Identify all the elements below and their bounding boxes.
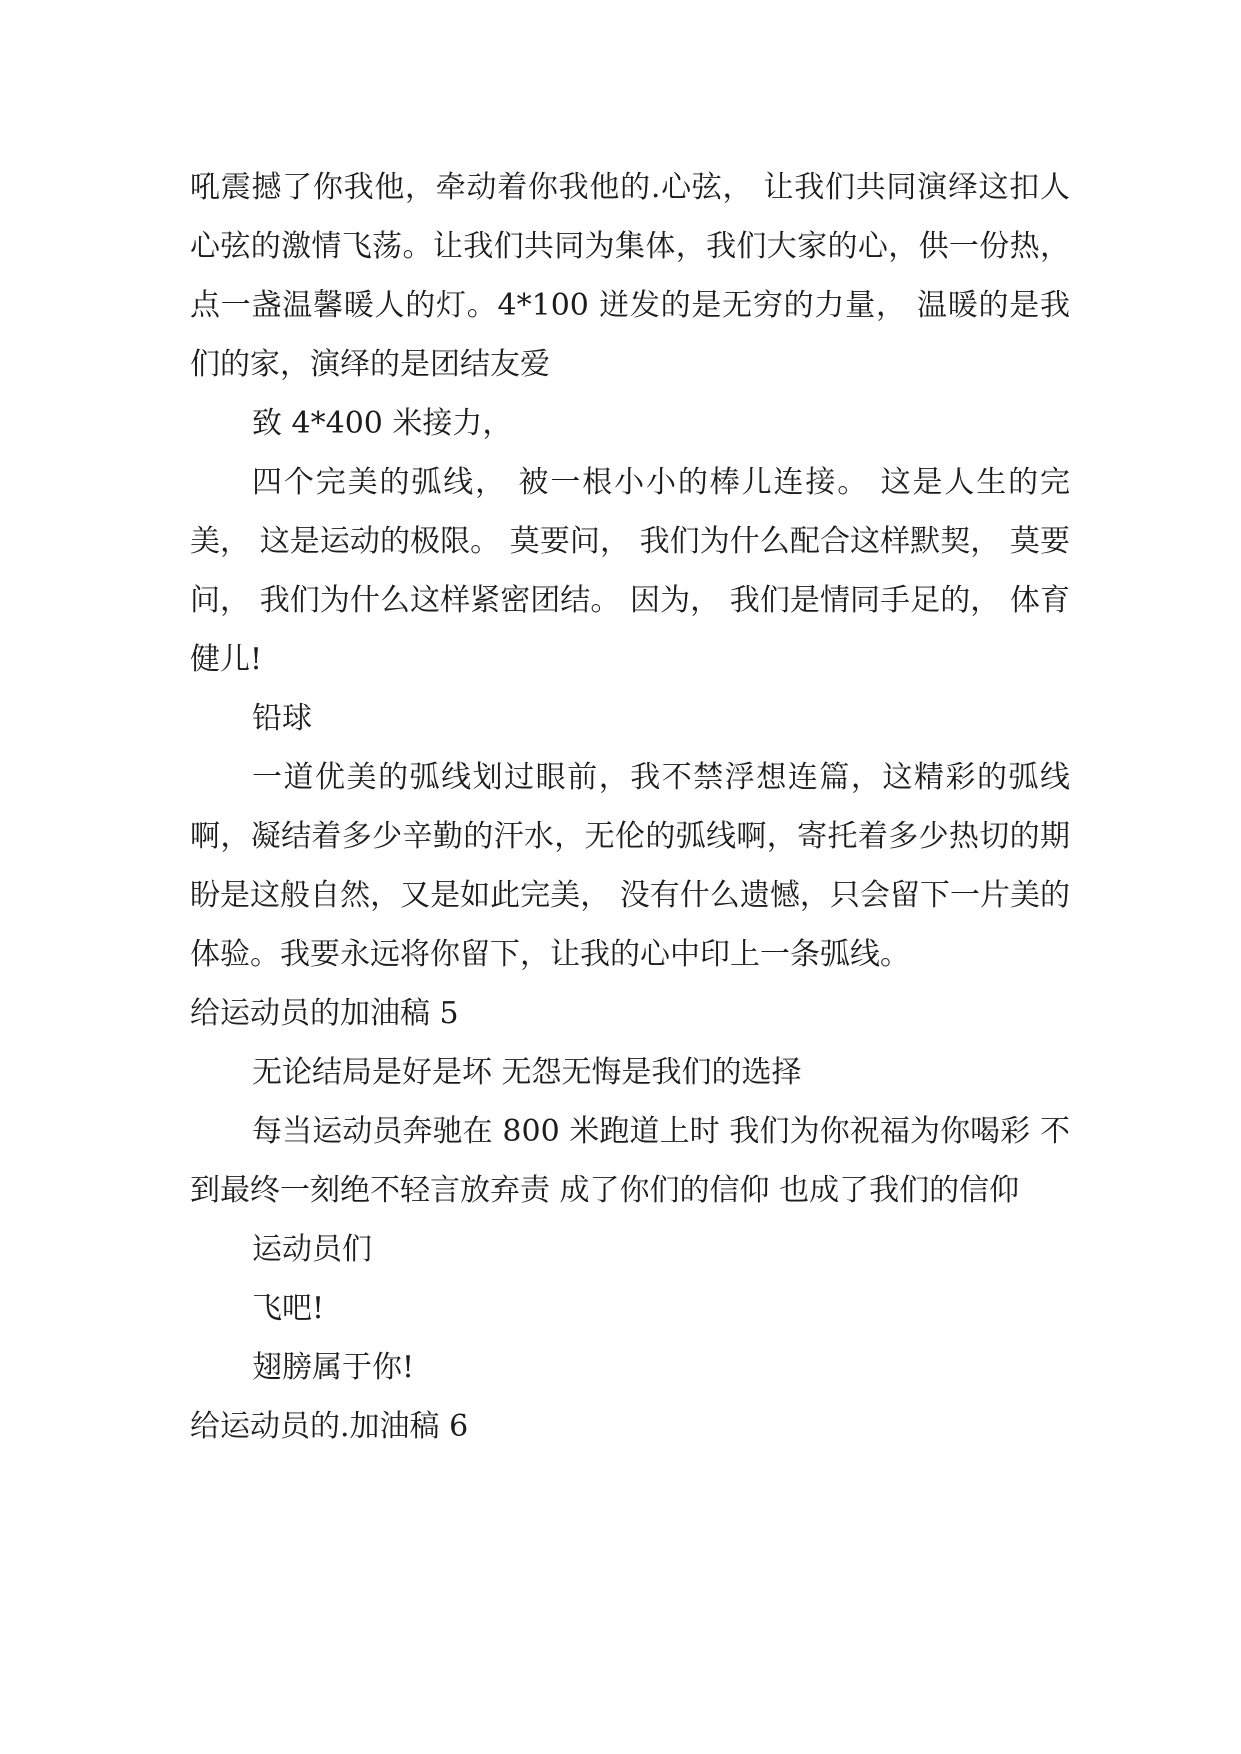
paragraph-fly: 飞吧!: [252, 1291, 325, 1326]
section-heading-6: 给运动员的.加油稿 6: [190, 1409, 469, 1444]
paragraph-relay-400: 四个完美的弧线， 被一根小小的棒儿连接。 这是人生的完美， 这是运动的极限。 莫要问， 我们为什么配合这样默契， 莫要问， 我们为什么这样紧密团结。 因为， 我们是情同手足的， 体育健儿!: [190, 465, 1070, 677]
paragraph-800m: 每当运动员奔驰在 800 米跑道上时 我们为你祝福为你喝彩 不到最终一刻绝不轻言放弃责 成了你们的信仰 也成了我们的信仰: [190, 1114, 1070, 1208]
paragraph-shotput-title: 铅球: [252, 701, 312, 736]
paragraph-relay-400-title: 致 4*400 米接力，: [252, 406, 513, 441]
paragraph-athletes: 运动员们: [252, 1232, 372, 1267]
paragraph-shotput: 一道优美的弧线划过眼前，我不禁浮想连篇，这精彩的弧线啊，凝结着多少辛勤的汗水，无伦的弧线啊，寄托着多少热切的期盼是这般自然，又是如此完美， 没有什么遗憾，只会留下一片美的体验。我要永远将你留下，让我的心中印上一条弧线。: [190, 760, 1070, 972]
paragraph-wings: 翅膀属于你!: [252, 1350, 415, 1385]
paragraph-choice: 无论结局是好是坏 无怨无悔是我们的选择: [252, 1055, 802, 1090]
section-heading-5: 给运动员的加油稿 5: [190, 996, 459, 1031]
document-body: [190, 158, 1070, 1456]
paragraph-relay-100: 吼震撼了你我他，牵动着你我他的.心弦， 让我们共同演绎这扣人心弦的激情飞荡。让我们共同为集体，我们大家的心，供一份热，点一盏温馨暖人的灯。4*100 迸发的是无穷的力量， 温暖的是我们的家，演绎的是团结友爱: [190, 170, 1070, 382]
